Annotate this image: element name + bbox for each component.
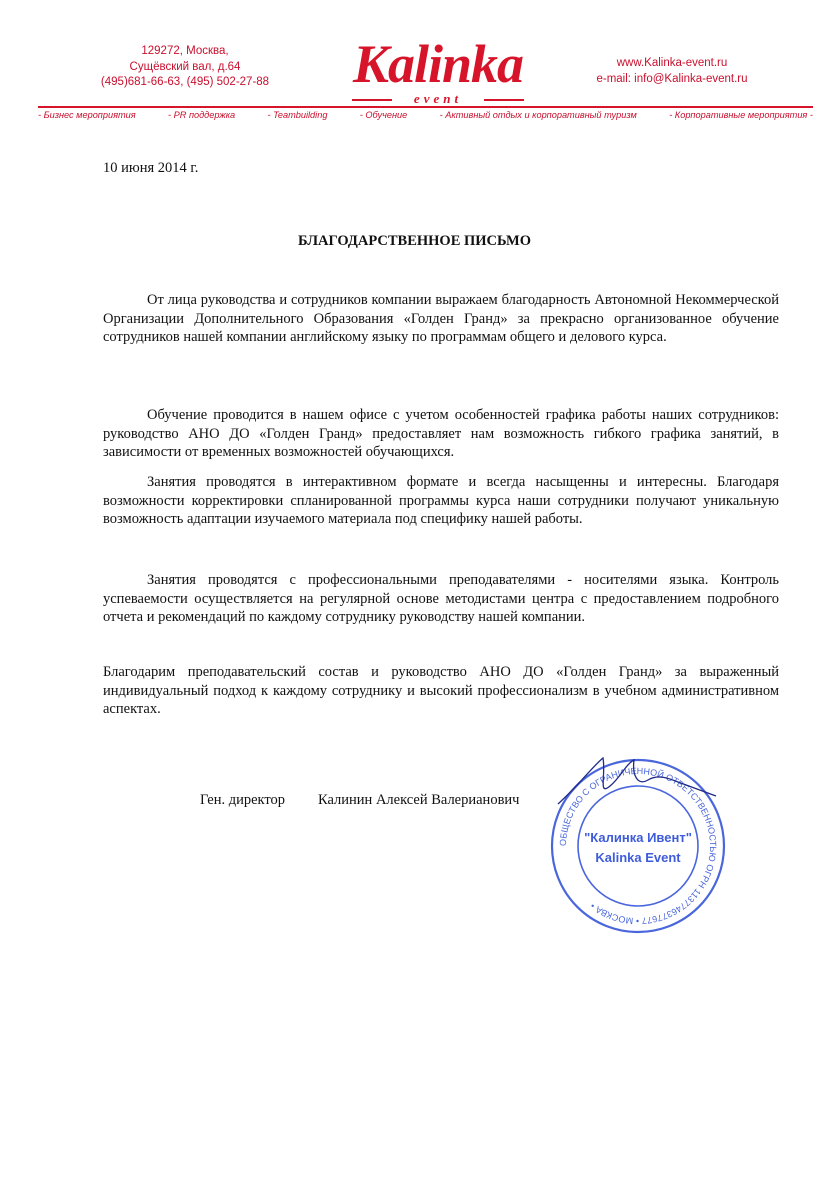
service-item: - PR поддержка bbox=[168, 110, 236, 120]
service-item: - Корпоративные мероприятия - bbox=[669, 110, 813, 120]
letter-title: БЛАГОДАРСТВЕННОЕ ПИСЬМО bbox=[297, 233, 532, 249]
service-item: - Активный отдых и корпоративный туризм bbox=[439, 110, 637, 120]
letter-paragraph bbox=[103, 291, 779, 347]
address-line: 129272, Москва, bbox=[141, 45, 229, 57]
address-line: Сущёвский вал, д.64 bbox=[129, 60, 241, 73]
company-logo bbox=[328, 34, 548, 112]
letter-paragraph bbox=[103, 406, 779, 462]
stamp-ring-textpath: ОБЩЕСТВО С ОГРАНИЧЕННОЙ ОТВЕТСТВЕННОСТЬЮ ОГРН 1137746377677 • МОСКВА • bbox=[557, 765, 719, 927]
letter-paragraph bbox=[103, 571, 779, 627]
company-stamp bbox=[548, 756, 728, 936]
paragraph-text: Занятия проводятся в интерактивном формате и всегда насыщенны и интересны. Благодаря возможности корректировки спланированной программы курса наши сотрудники получают уникальную возможность адаптации изучаемого материала под специфику нашей работы. bbox=[103, 474, 779, 528]
service-item: - Обучение bbox=[359, 110, 408, 120]
stamp-name-en: Kalinka Event bbox=[595, 850, 681, 865]
paragraph-text: От лица руководства и сотрудников компании выражаем благодарность Автономной Некоммерческой Организации Дополнительного Образования «Голден Гранд» за прекрасно организованное обучение сотрудников нашей компании английскому языку по программам общего и делового курса. bbox=[103, 292, 779, 346]
stamp-ring-text bbox=[558, 766, 718, 926]
paragraph-text: Обучение проводится в нашем офисе с учетом особенностей графика работы наших сотрудников: руководство АНО ДО «Голден Гранд» предоставляет нам возможность гибкого графика занятий, в зависимости от временных возможностей обучающихся. bbox=[103, 407, 779, 461]
phone-line: (495)681-66-63, (495) 502-27-88 bbox=[100, 76, 270, 88]
email-link[interactable]: e-mail: info@Kalinka-event.ru bbox=[596, 72, 748, 85]
logo-subtext: event bbox=[413, 91, 463, 106]
service-item: - Teambuilding bbox=[267, 110, 328, 120]
stamp-inner-ring bbox=[578, 786, 698, 906]
stamp-name-ru: "Калинка Ивент" bbox=[584, 830, 692, 845]
paragraph-text: Занятия проводятся с профессиональными преподавателями - носителями языка. Контроль успеваемости осуществляется на регулярной основе методистами центра с предоставлением подробного отчета и рекомендаций по каждому сотруднику руководству нашей компании. bbox=[103, 572, 779, 626]
header-divider bbox=[38, 106, 813, 108]
letterhead-address bbox=[60, 44, 310, 91]
letterhead-contacts bbox=[557, 56, 787, 87]
letter-paragraph bbox=[103, 473, 779, 529]
logo-subline bbox=[352, 92, 524, 106]
services-strip bbox=[38, 110, 813, 120]
logo-line-right bbox=[484, 99, 524, 101]
logo-wordmark: Kalinka bbox=[352, 34, 524, 94]
paragraph-text: Благодарим преподавательский состав и руководство АНО ДО «Голден Гранд» за выраженный индивидуальный подход к каждому сотруднику и высокий профессионализм в учебном административном аспектах. bbox=[103, 664, 779, 718]
website-link[interactable]: www.Kalinka-event.ru bbox=[616, 57, 728, 69]
signatory-name: Калинин Алексей Валерианович bbox=[318, 792, 520, 808]
service-item: - Бизнес мероприятия bbox=[38, 110, 136, 120]
letter-date: 10 июня 2014 г. bbox=[103, 160, 199, 176]
signatory-position: Ген. директор bbox=[200, 792, 286, 808]
letter-paragraph bbox=[103, 663, 779, 719]
